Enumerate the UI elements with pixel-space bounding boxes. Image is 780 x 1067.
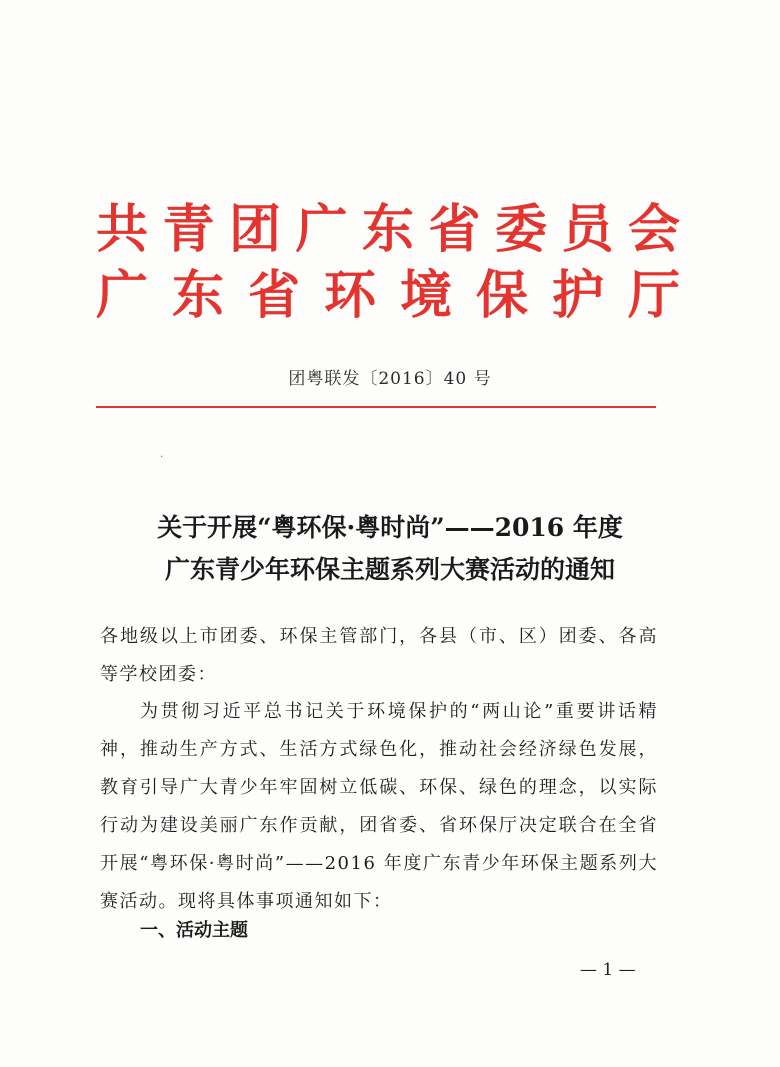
- red-divider-line: [96, 406, 656, 408]
- issuer-title-youth-league: 共青团广东省委员会: [96, 199, 680, 260]
- document-number: 团粤联发〔2016〕40 号: [288, 369, 492, 389]
- page-number: — 1 —: [580, 960, 636, 980]
- section-heading: 一、活动主题: [140, 920, 248, 941]
- document-title-line-1: 关于开展“粤环保·粤时尚”——2016 年度: [157, 513, 623, 542]
- issuer-title-environment-dept: 广东省环境保护厅: [96, 265, 680, 326]
- body-paragraph: 为贯彻习近平总书记关于环境保护的“两山论”重要讲话精神，推动生产方式、生活方式绿色化，推动社会经济绿色发展，教育引导广大青少年牢固树立低碳、环保、绿色的理念，以实际行动为建设美丽广东作贡献，团省委、省环保厅决定联合在全省开展“粤环保·粤时尚”——2016 年度广东青少年环保主题系列大赛活动。现将具体事项通知如下：: [100, 701, 658, 912]
- salutation: 各地级以上市团委、环保主管部门，各县（市、区）团委、各高等学校团委：: [100, 626, 658, 685]
- document-title-line-2: 广东青少年环保主题系列大赛活动的通知: [164, 555, 615, 584]
- scan-speck: ·: [160, 452, 164, 463]
